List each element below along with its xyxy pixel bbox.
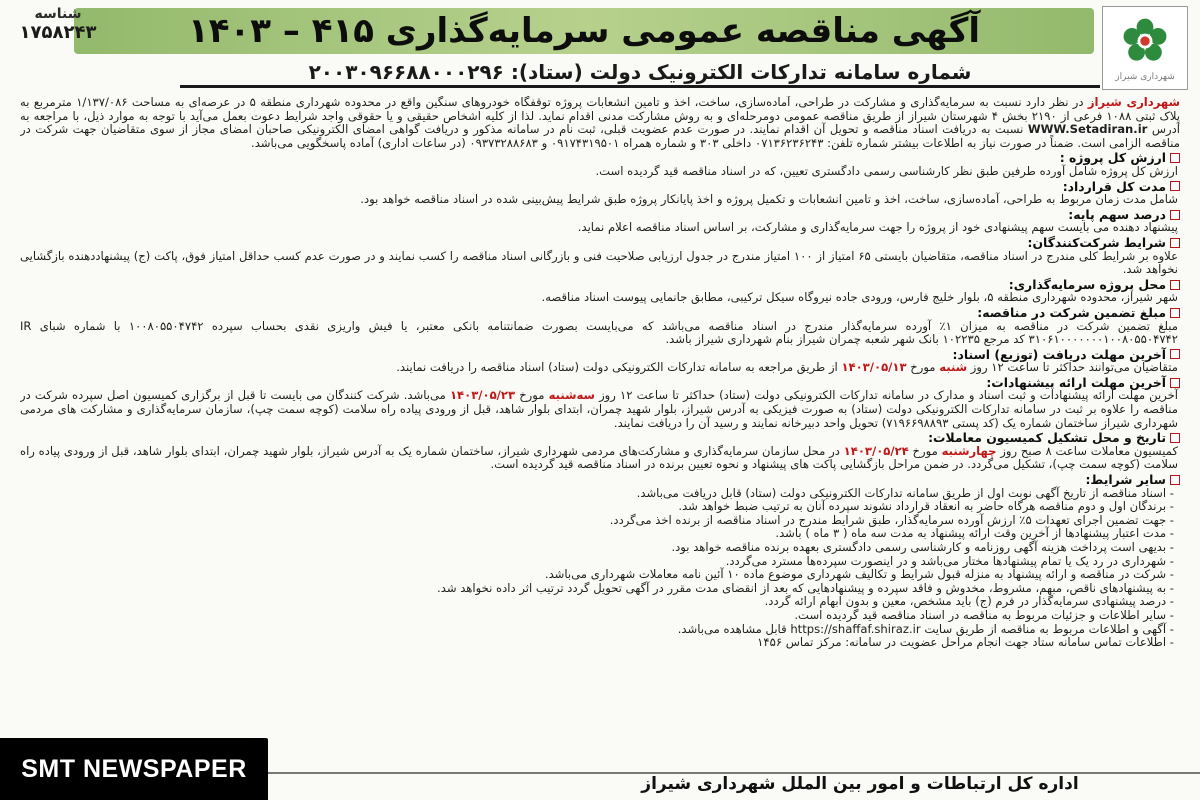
- bullet-square-icon: [1170, 153, 1180, 163]
- section-heading: شرایط شرکت‌کنندگان:: [1027, 234, 1166, 250]
- list-item: - آگهی و اطلاعات مربوط به مناقصه از طریق سایت https://shaffaf.shiraz.ir قابل مشاهده می‌باشد.: [20, 623, 1180, 637]
- bullet-square-icon: [1170, 280, 1180, 290]
- section-heading: سایر شرایط:: [1085, 472, 1166, 488]
- section-heading: محل پروژه سرمایه‌گذاری:: [1008, 276, 1166, 292]
- list-item: - درصد پیشنهادی سرمایه‌گذار در فرم (ج) باید مشخص، معین و بدون ابهام ارائه گردد.: [20, 595, 1180, 609]
- body-text: مورخ: [906, 360, 940, 375]
- section-guarantee-amount: [20, 306, 1180, 347]
- section-heading: تاریخ و محل تشکیل کمیسیون معاملات:: [928, 430, 1166, 446]
- section-other-conditions: [20, 473, 1180, 650]
- section-body: [20, 445, 1178, 472]
- city-name: شهرداری شیراز: [1087, 96, 1180, 109]
- section-heading: ارزش کل پروژه :: [1059, 150, 1166, 166]
- body-text: آخرین مهلت ارائه پیشنهادات و ثبت اسناد و مدارک در سامانه تدارکات الکترونیکی دولت (ستاد) حداکثر تا ساعت ۱۲ روز: [594, 388, 1179, 403]
- list-item: - سایر اطلاعات و جزئیات مربوط به مناقصه در اسناد مناقصه قید گردیده است.: [20, 609, 1180, 623]
- body-text: در محل سازمان سرمایه‌گذاری و مشارکت‌های مردمی شهرداری شیراز، ساختمان شماره یک به آدرس شیراز، بلوار شهید چمران، ابتدای بلوار شاهد، قبل از ورودی پیاده راه سلامت (کوچه سمت چپ)، تشکیل می‌گردد. در ضمن مراحل بازگشایی پاکت های پیشنهاد و نحوه تعیین برنده در اسناد مناقصه قید گردیده است.: [20, 443, 1178, 472]
- setad-website-link[interactable]: WWW.Setadiran.ir: [1027, 122, 1148, 137]
- list-item: - بدیهی است پرداخت هزینه آگهی روزنامه و کارشناسی رسمی دادگستری بعهده برنده مناقصه خواهد بود.: [20, 541, 1180, 555]
- body-text: متقاضیان می‌توانند حداکثر تا ساعت ۱۲ روز: [967, 360, 1178, 375]
- list-item: - برندگان اول و دوم مناقصه هرگاه حاضر به انعقاد قرارداد نشوند سپرده آنان به ترتیب ضبط خواهد شد.: [20, 500, 1180, 514]
- conditions-list: [20, 487, 1180, 650]
- body-text: می‌باشد. شرکت کنندگان می بایست تا قبل از برگزاری کمیسیون اصل سپرده شرکت در مناقصه را علاوه بر ثبت در سامانه تدارکات الکترونیکی دولت (ستاد) به صورت فیزیکی به آدرس شیراز، بلوار شهید چمران، ابتدای بلوار شاهد، قبل از ورودی پیاده راه سلامت (کوچه سمت چپ)، سازمان سرمایه‌گذاری و مشارکت های مردمی شهرداری شیراز ساختمان شماره یک (کد پستی ۷۱۹۶۶۹۸۸۹۳) تحویل واحد دبیرخانه نمایند و رسید آن را دریافت نمایند.: [20, 388, 1178, 430]
- page-title: آگهی مناقصه عمومی سرمایه‌گذاری ۴۱۵ – ۱۴۰۳: [187, 11, 981, 51]
- list-item: - مدت اعتبار پیشنهادها از آخرین وقت ارائه پیشنهاد به مدت سه ماه ( ۳ ماه ) باشد.: [20, 527, 1180, 541]
- section-heading: درصد سهم پایه:: [1068, 206, 1166, 222]
- footer-department: اداره کل ارتباطات و امور بین الملل شهرداری شیراز: [641, 774, 1079, 794]
- section-commission-meeting: [20, 431, 1180, 472]
- title-bar: [74, 8, 1094, 54]
- list-item: - اطلاعات تماس سامانه ستاد جهت انجام مراحل عضویت در سامانه: مرکز تماس ۱۴۵۶: [20, 636, 1180, 650]
- section-body: علاوه بر شرایط کلی مندرج در اسناد مناقصه، متقاضیان بایستی ۶۵ امتیاز از ۱۰۰ امتیاز مندرج در جدول ارزیابی صلاحیت فنی و بازرگانی اسناد مناقصه را کسب نمایند و در صورت عدم کسب حداقل امتیاز فوق، پاکت (ج) پیشنهاددهنده بازگشایی نخواهد شد.: [20, 248, 1179, 277]
- section-heading: آخرین مهلت ارائه پیشنهادات:: [986, 374, 1166, 390]
- body-text: مورخ: [515, 388, 549, 403]
- section-body: شهر شیراز، محدوده شهرداری منطقه ۵، بلوار خلیج فارس، ورودی جاده نیروگاه سیکل ترکیبی، مطابق جانمایی پیوست اسناد مناقصه.: [541, 290, 1178, 305]
- intro-text-1: در نظر دارد نسبت به سرمایه‌گذاری و مشارکت در طراحی، آماده‌سازی، ساخت، اخذ و تامین انشعابات پروژه توقفگاه خودروهای سنگین واقع در محدوده شهرداری منطقه ۵ در عرصه‌ای به مساحت ۱/۱۳۷/۰۸۶ مترمربع به پلاک ثبتی ۱۰۸۸ فرعی از ۲۱۹۰ بخش ۴ شهرستان شیراز از طریق مناقصه عمومی دومرحله‌ای و به روش مشارکت مدنی اقدام نماید. لذا از کلیه اشخاص حقیقی و یا حقوقی واجد شرایط دعوت بعمل می‌آید با توجه به موارد ذیل، با مراجعه به آدرس: [20, 96, 1180, 137]
- shenase-label: شناسه: [34, 6, 82, 22]
- section-body: پیشنهاد دهنده می بایست سهم پیشنهادی خود از پروژه را جهت سرمایه‌گذاری و مشارکت، بر اساس اسناد مناقصه اعلام نماید.: [577, 220, 1178, 235]
- section-base-share: [20, 208, 1180, 235]
- section-project-value: [20, 151, 1180, 178]
- section-document-deadline: [20, 348, 1180, 375]
- section-project-location: [20, 278, 1180, 305]
- meeting-date: ۱۴۰۳/۰۵/۲۴: [843, 443, 909, 458]
- section-heading: آخرین مهلت دریافت (توزیع) اسناد:: [952, 346, 1166, 362]
- intro-paragraph: [20, 96, 1180, 150]
- section-heading: مبلغ تضمین شرکت در مناقصه:: [977, 304, 1166, 320]
- bullet-square-icon: [1170, 433, 1180, 443]
- meeting-weekday: چهارشنبه: [941, 443, 997, 458]
- section-body: [20, 389, 1178, 430]
- deadline-weekday: شنبه: [939, 360, 968, 375]
- section-body: شامل مدت زمان مربوط به طراحی، آماده‌سازی، ساخت، اخذ و تامین انشعابات و تکمیل پروژه و اخذ پایانکار پروژه طبق شرایط پیش‌بینی شده در اسناد مناقصه خواهد بود.: [360, 192, 1178, 207]
- list-item: - شرکت در مناقصه و ارائه پیشنهاد به منزله قبول شرایط و تکالیف شهرداری موضوع ماده ۱۰ آئین نامه معاملات شهرداری می‌باشد.: [20, 568, 1180, 582]
- section-participant-conditions: [20, 236, 1180, 277]
- body-text: مورخ: [908, 443, 942, 458]
- deadline-date: ۱۴۰۳/۰۵/۲۳: [449, 388, 516, 403]
- section-body: [20, 361, 1178, 375]
- bullet-square-icon: [1170, 349, 1180, 359]
- bullet-square-icon: [1170, 475, 1180, 485]
- smt-newspaper-badge: SMT NEWSPAPER: [0, 738, 268, 800]
- section-contract-duration: [20, 180, 1180, 207]
- section-proposal-deadline: [20, 376, 1180, 430]
- bullet-square-icon: [1170, 238, 1180, 248]
- municipality-logo: [1102, 6, 1188, 90]
- body-text: کمیسیون معاملات ساعت ۸ صبح روز: [996, 443, 1178, 458]
- body-text: از طریق مراجعه به سامانه تدارکات الکترونیکی دولت (ستاد) اسناد مناقصه را دریافت نمایند.: [396, 360, 842, 375]
- ad-body: [20, 96, 1180, 736]
- bullet-square-icon: [1170, 181, 1180, 191]
- logo-caption: شهرداری شیراز: [1115, 72, 1175, 82]
- shiraz-flower-icon: [1117, 14, 1173, 70]
- bullet-square-icon: [1170, 210, 1180, 220]
- list-item: - جهت تضمین اجرای تعهدات ۵٪ ارزش آورده سرمایه‌گذار، طبق شرایط مندرج در اسناد مناقصه از برنده اخذ می‌گردد.: [20, 514, 1180, 528]
- deadline-weekday: سه‌شنبه: [548, 388, 595, 403]
- bullet-square-icon: [1170, 308, 1180, 318]
- bullet-square-icon: [1170, 378, 1180, 388]
- section-heading: مدت کل قرارداد:: [1062, 178, 1166, 194]
- list-item: - شهرداری در رد یک یا تمام پیشنهادها مختار می‌باشد و در اینصورت سپرده‌ها مسترد می‌گردد.: [20, 555, 1180, 569]
- shenase-box: [8, 6, 108, 43]
- list-item: - به پیشنهادهای ناقص، مبهم، مشروط، مخدوش و فاقد سپرده و پیشنهادهایی که بعد از انقضای مدت مقرر در آگهی تحویل گردد ترتیب اثر داده نخواهد شد.: [20, 582, 1180, 596]
- shenase-number: ۱۷۵۸۲۴۳: [19, 22, 97, 43]
- section-body: ارزش کل پروژه شامل آورده طرفین طبق نظر کارشناسی رسمی دادگستری تعیین، که در اسناد مناقصه قید گردیده است.: [595, 163, 1178, 178]
- section-body: مبلغ تضمین شرکت در مناقصه به میزان ۱٪ آورده سرمایه‌گذار مندرج در اسناد مناقصه می‌باشد که می‌بایست بصورت ضمانتنامه بانکی معتبر، یا فیش واریزی نقدی بحساب سپرده ۱۰۰۸۰۵۵۰۴۷۴۲ با شماره شبای IR ۳۱۰۶۱۰۰۰۰۰۰۰۱۰۰۸۰۵۵۰۴۷۴۲ کد مرجع ۱۰۲۲۳۵ بانک شهر شعبه چمران شیراز بنام شهرداری شیراز باشد.: [20, 318, 1179, 347]
- list-item: - اسناد مناقصه از تاریخ آگهی نوبت اول از طریق سامانه تدارکات الکترونیکی دولت (ستاد) قابل دریافت می‌باشد.: [20, 487, 1180, 501]
- deadline-date: ۱۴۰۳/۰۵/۱۳: [841, 360, 907, 375]
- intro-text-2: نسبت به دریافت اسناد مناقصه و تحویل آن اقدام نمایند. در صورت عدم عضویت قبلی، ثبت نام در سامانه مذکور و دریافت گواهی امضای الکترونیکی صاحبان امضای مجاز از سوی متقاضیان جهت شرکت در مناقصه الزامی است. ضمناً در صورت نیاز به اطلاعات بیشتر شماره تلفن: ۰۷۱۳۶۲۳۶۲۴۳ داخلی ۳۰۳ و شماره همراه ۰۹۱۷۴۳۱۹۵۰۱ و ۰۹۳۷۳۲۸۸۶۸۳ (در ساعات اداری) آماده پاسخگویی می‌باشد.: [20, 122, 1180, 150]
- setad-number-heading: شماره سامانه تدارکات الکترونیک دولت (ستاد): ۲۰۰۳۰۹۶۶۸۸۰۰۰۲۹۶: [180, 60, 1100, 88]
